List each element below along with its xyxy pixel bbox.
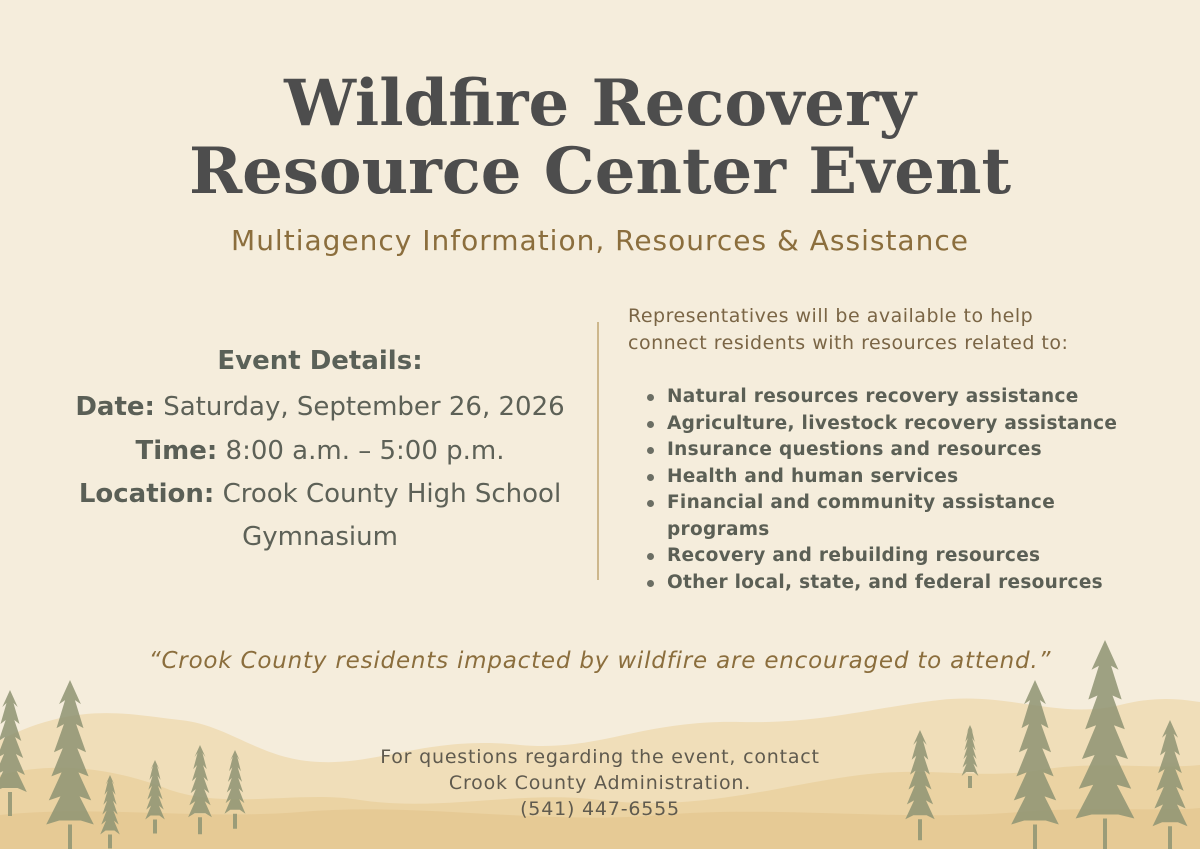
title-line-1: Wildfire Recovery <box>284 66 916 141</box>
title-line-2: Resource Center Event <box>188 134 1012 209</box>
event-time <box>40 436 600 466</box>
list-item: Natural resources recovery assistance <box>645 384 1175 411</box>
list-item: Agriculture, livestock recovery assistance <box>645 411 1175 438</box>
location-value-line-1: Crook County High School <box>222 479 562 509</box>
contact-line-1: For questions regarding the event, contact <box>380 746 820 768</box>
contact-phone: (541) 447-6555 <box>520 798 680 820</box>
list-item: Health and human services <box>645 464 1175 491</box>
location-label: Location: <box>78 479 215 509</box>
event-details-heading-text: Event Details: <box>217 346 423 376</box>
pine-trunk <box>108 835 112 849</box>
pine-trunk <box>968 776 972 788</box>
event-date <box>40 392 600 422</box>
pine-trunk <box>68 825 72 849</box>
pine-trunk <box>233 814 237 829</box>
list-item: Financial and community assistance programs <box>645 490 1087 543</box>
date-value: Saturday, September 26, 2026 <box>163 392 565 422</box>
column-divider <box>597 322 599 580</box>
pine-trunk <box>153 820 157 834</box>
resources-intro <box>628 303 1168 357</box>
location-value-line-2: Gymnasium <box>242 522 398 552</box>
resources-list <box>645 384 1175 596</box>
event-location <box>40 479 600 509</box>
list-item: Other local, state, and federal resources <box>645 570 1175 597</box>
list-item: Recovery and rebuilding resources <box>645 543 1175 570</box>
pine-trunk <box>918 819 922 840</box>
pine-trunk <box>198 817 202 834</box>
time-label: Time: <box>135 436 218 466</box>
date-label: Date: <box>75 392 155 422</box>
pine-trunk <box>8 792 12 816</box>
subtitle: Multiagency Information, Resources & Assistance <box>231 224 969 257</box>
resources-intro-line-2: connect residents with resources related to: <box>628 332 1069 354</box>
time-value: 8:00 a.m. – 5:00 p.m. <box>225 436 505 466</box>
contact-line-2: Crook County Administration. <box>448 772 752 794</box>
contact-info <box>300 744 900 822</box>
attendance-quote: “Crook County residents impacted by wildfire are encouraged to attend.” <box>148 648 1052 674</box>
resources-intro-line-1: Representatives will be available to help <box>628 305 1034 327</box>
list-item: Insurance questions and resources <box>645 437 1175 464</box>
event-details-heading <box>40 346 600 376</box>
pine-trunk <box>1103 819 1107 849</box>
pine-trunk <box>1033 825 1037 849</box>
pine-trunk <box>1168 826 1172 849</box>
event-location-line-2 <box>40 522 600 552</box>
